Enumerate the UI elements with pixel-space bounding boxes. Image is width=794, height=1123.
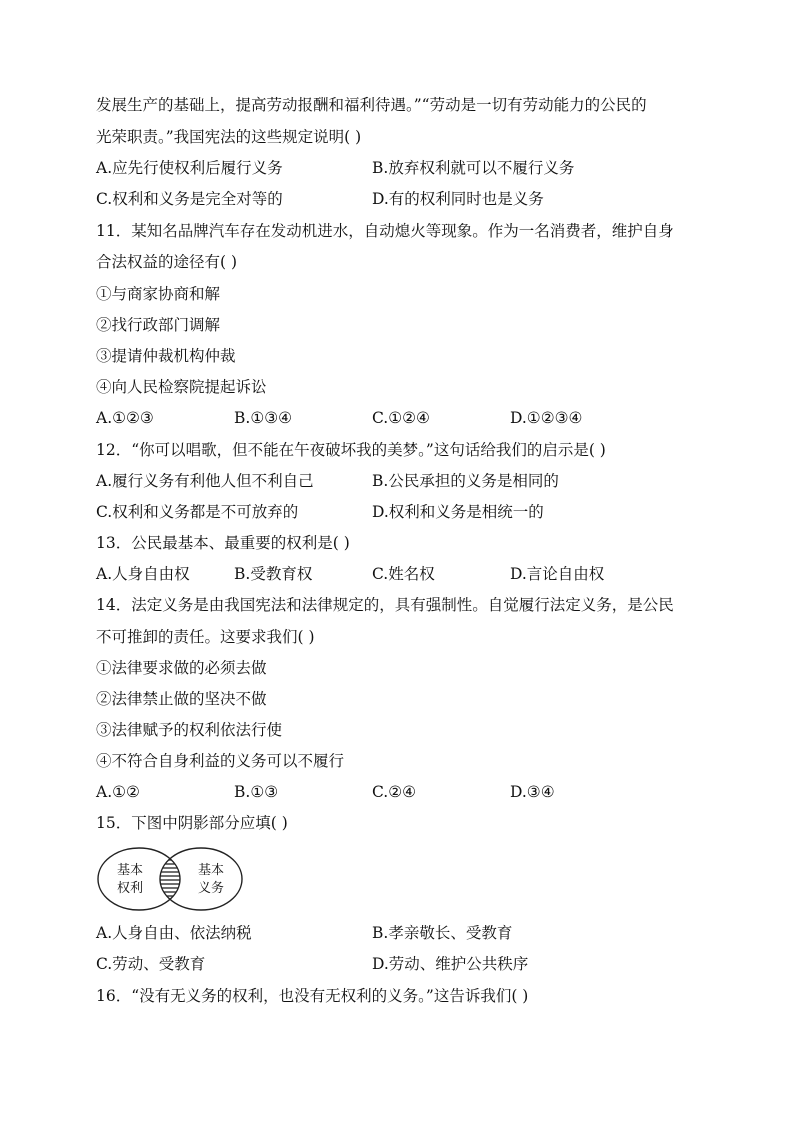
q11-option-c: C.①②④: [372, 409, 430, 427]
q13-option-b: B.受教育权: [234, 565, 313, 583]
q15-options-row-1: [96, 923, 716, 943]
venn-right-label-1: 基本: [197, 863, 225, 878]
q16-stem-line-1: 16．“没有无义务的权利，也没有无权利的义务。”这告诉我们( ): [96, 987, 529, 1005]
q12-options-row-2: [96, 502, 716, 522]
q10-options-row-2: [96, 189, 716, 209]
q12-option-c: C.权利和义务都是不可放弃的: [96, 503, 299, 521]
q13-option-d: D.言论自由权: [510, 565, 605, 583]
q11-option-a: A.①②③: [96, 409, 154, 427]
venn-right-label-2: 义务: [197, 881, 225, 896]
q15-option-c: C.劳动、受教育: [96, 955, 206, 973]
q10-stem-line-1: 发展生产的基础上，提高劳动报酬和福利待遇。”“劳动是一切有劳动能力的公民的: [96, 96, 647, 114]
q14-option-c: C.②④: [372, 783, 417, 801]
q10-options-row-1: [96, 158, 716, 178]
q14-options-row: [96, 782, 716, 802]
q11-item-3: ③提请仲裁机构仲裁: [96, 347, 236, 365]
q14-item-2: ②法律禁止做的坚决不做: [96, 690, 267, 708]
q10-option-a: A.应先行使权利后履行义务: [96, 159, 283, 177]
q10-stem-line-2: 光荣职责。”我国宪法的这些规定说明( ): [96, 128, 362, 146]
q11-options-row: [96, 408, 716, 428]
q10-option-c: C.权利和义务是完全对等的: [96, 190, 283, 208]
q14-item-3: ③法律赋予的权利依法行使: [96, 721, 283, 739]
q14-item-4: ④不符合自身利益的义务可以不履行: [96, 752, 345, 770]
q13-option-c: C.姓名权: [372, 565, 435, 583]
q14-option-a: A.①②: [96, 783, 140, 801]
venn-diagram: [96, 846, 244, 912]
q15-option-b: B.孝亲敬长、受教育: [372, 924, 513, 942]
q13-options-row: [96, 564, 716, 584]
q11-option-d: D.①②③④: [510, 409, 583, 427]
q14-item-1: ①法律要求做的必须去做: [96, 659, 267, 677]
q11-item-2: ②找行政部门调解: [96, 316, 221, 334]
q11-option-b: B.①③④: [234, 409, 293, 427]
q12-option-d: D.权利和义务是相统一的: [372, 503, 544, 521]
q12-option-a: A.履行义务有利他人但不利自己: [96, 472, 314, 490]
q10-option-d: D.有的权利同时也是义务: [372, 190, 544, 208]
q14-stem-line-2: 不可推卸的责任。这要求我们( ): [96, 628, 315, 646]
q14-option-b: B.①③: [234, 783, 279, 801]
venn-left-label-1: 基本: [116, 863, 144, 878]
q12-option-b: B.公民承担的义务是相同的: [372, 472, 559, 490]
q11-stem-line-1: 11．某知名品牌汽车存在发动机进水，自动熄火等现象。作为一名消费者，维护自身: [96, 222, 674, 240]
q15-options-row-2: [96, 954, 716, 974]
q15-stem-line-1: 15．下图中阴影部分应填( ): [96, 814, 288, 832]
q11-item-1: ①与商家协商和解: [96, 285, 221, 303]
q11-stem-line-2: 合法权益的途径有( ): [96, 253, 238, 271]
q12-stem-line-1: 12．“你可以唱歌，但不能在午夜破坏我的美梦。”这句话给我们的启示是( ): [96, 441, 606, 459]
q11-item-4: ④向人民检察院提起诉讼: [96, 378, 267, 396]
q10-option-b: B.放弃权利就可以不履行义务: [372, 159, 575, 177]
venn-left-label-2: 权利: [116, 881, 144, 896]
q14-option-d: D.③④: [510, 783, 555, 801]
q13-stem-line-1: 13．公民最基本、最重要的权利是( ): [96, 534, 350, 552]
q15-option-a: A.人身自由、依法纳税: [96, 924, 252, 942]
q15-option-d: D.劳动、维护公共秩序: [372, 955, 529, 973]
q14-stem-line-1: 14．法定义务是由我国宪法和法律规定的，具有强制性。自觉履行法定义务，是公民: [96, 596, 674, 614]
q12-options-row-1: [96, 471, 716, 491]
q13-option-a: A.人身自由权: [96, 565, 190, 583]
